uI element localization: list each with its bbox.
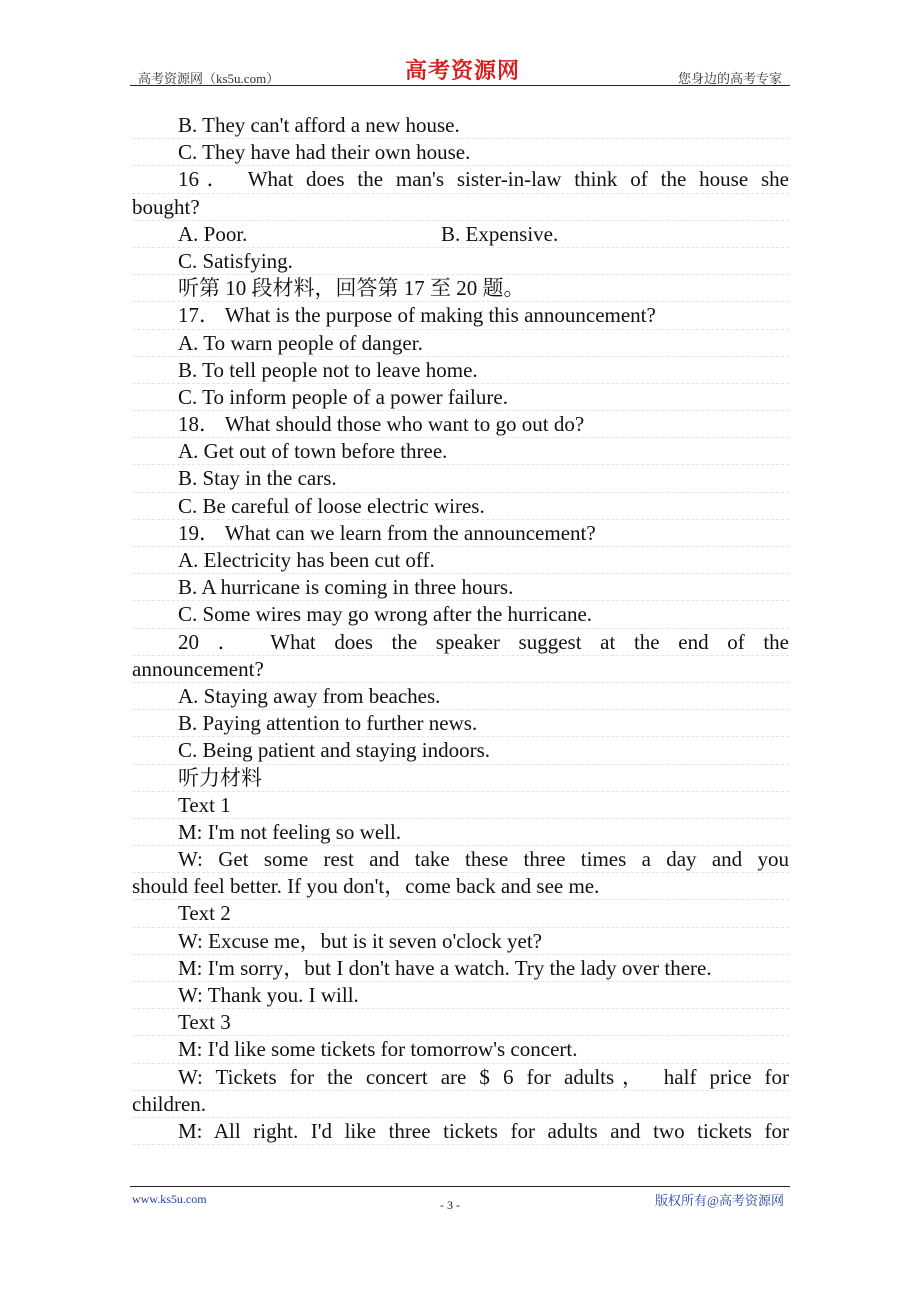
header-slogan: 您身边的高考专家: [677, 71, 782, 86]
option-16b: B. Expensive.: [441, 221, 559, 246]
question-19: 19． What can we learn from the announcement?: [132, 520, 789, 547]
document-body: [132, 112, 789, 1145]
footer-url: www.ks5u.com: [132, 1192, 207, 1206]
option-20a: A. Staying away from beaches.: [132, 683, 789, 710]
page-footer: [130, 1186, 790, 1226]
option-16c: C. Satisfying.: [132, 248, 789, 275]
question-16-cont: bought?: [132, 194, 789, 221]
option-19a: A. Electricity has been cut off.: [132, 547, 789, 574]
question-16: 16． What does the man's sister-in-law think of the house she: [132, 166, 789, 193]
text-3-heading: Text 3: [132, 1009, 789, 1036]
text-1-line-2: W: Get some rest and take these three times a day and you: [132, 846, 789, 873]
text-2-line-2: M: I'm sorry，but I don't have a watch. Try the lady over there.: [132, 955, 789, 982]
question-20: 20 ． What does the speaker suggest at the end of the: [132, 629, 789, 656]
question-17: 17． What is the purpose of making this announcement?: [132, 302, 789, 329]
text-2-heading: Text 2: [132, 900, 789, 927]
option-16a: A. Poor.: [178, 221, 248, 246]
transcript-heading: 听力材料: [132, 765, 789, 792]
option-18b: B. Stay in the cars.: [132, 465, 789, 492]
text-2-line-3: W: Thank you. I will.: [132, 982, 789, 1009]
option-18a: A. Get out of town before three.: [132, 438, 789, 465]
section-instruction: 听第 10 段材料，回答第 17 至 20 题。: [132, 275, 789, 302]
text-2-line-1: W: Excuse me，but is it seven o'clock yet?: [132, 928, 789, 955]
question-20-cont: announcement?: [132, 656, 789, 683]
header-site-name: 高考资源网（ks5u.com）: [138, 71, 280, 86]
question-18: 18． What should those who want to go out do?: [132, 411, 789, 438]
page-header: [130, 54, 790, 88]
page-number: - 3 -: [440, 1198, 460, 1212]
text-3-line-3: M: All right. I'd like three tickets for adults and two tickets for: [132, 1118, 789, 1145]
text-1-heading: Text 1: [132, 792, 789, 819]
text-3-line-2: W: Tickets for the concert are $ 6 for adults， half price for: [132, 1064, 789, 1091]
text-1-line-2-cont: should feel better. If you don't，come back and see me.: [132, 873, 789, 900]
option-17a: A. To warn people of danger.: [132, 330, 789, 357]
option-17b: B. To tell people not to leave home.: [132, 357, 789, 384]
footer-rule: [130, 1186, 790, 1187]
option-19c: C. Some wires may go wrong after the hurricane.: [132, 601, 789, 628]
header-logo: 高考资源网: [405, 58, 521, 83]
option-20c: C. Being patient and staying indoors.: [132, 737, 789, 764]
text-3-line-2-cont: children.: [132, 1091, 789, 1118]
option-19b: B. A hurricane is coming in three hours.: [132, 574, 789, 601]
options-16ab: [132, 221, 789, 248]
footer-copyright: 版权所有@高考资源网: [655, 1193, 784, 1208]
text-3-line-1: M: I'd like some tickets for tomorrow's concert.: [132, 1036, 789, 1063]
header-rule: [130, 85, 790, 86]
option-18c: C. Be careful of loose electric wires.: [132, 493, 789, 520]
option-15b: B. They can't afford a new house.: [132, 112, 789, 139]
option-20b: B. Paying attention to further news.: [132, 710, 789, 737]
option-15c: C. They have had their own house.: [132, 139, 789, 166]
option-17c: C. To inform people of a power failure.: [132, 384, 789, 411]
text-1-line-1: M: I'm not feeling so well.: [132, 819, 789, 846]
